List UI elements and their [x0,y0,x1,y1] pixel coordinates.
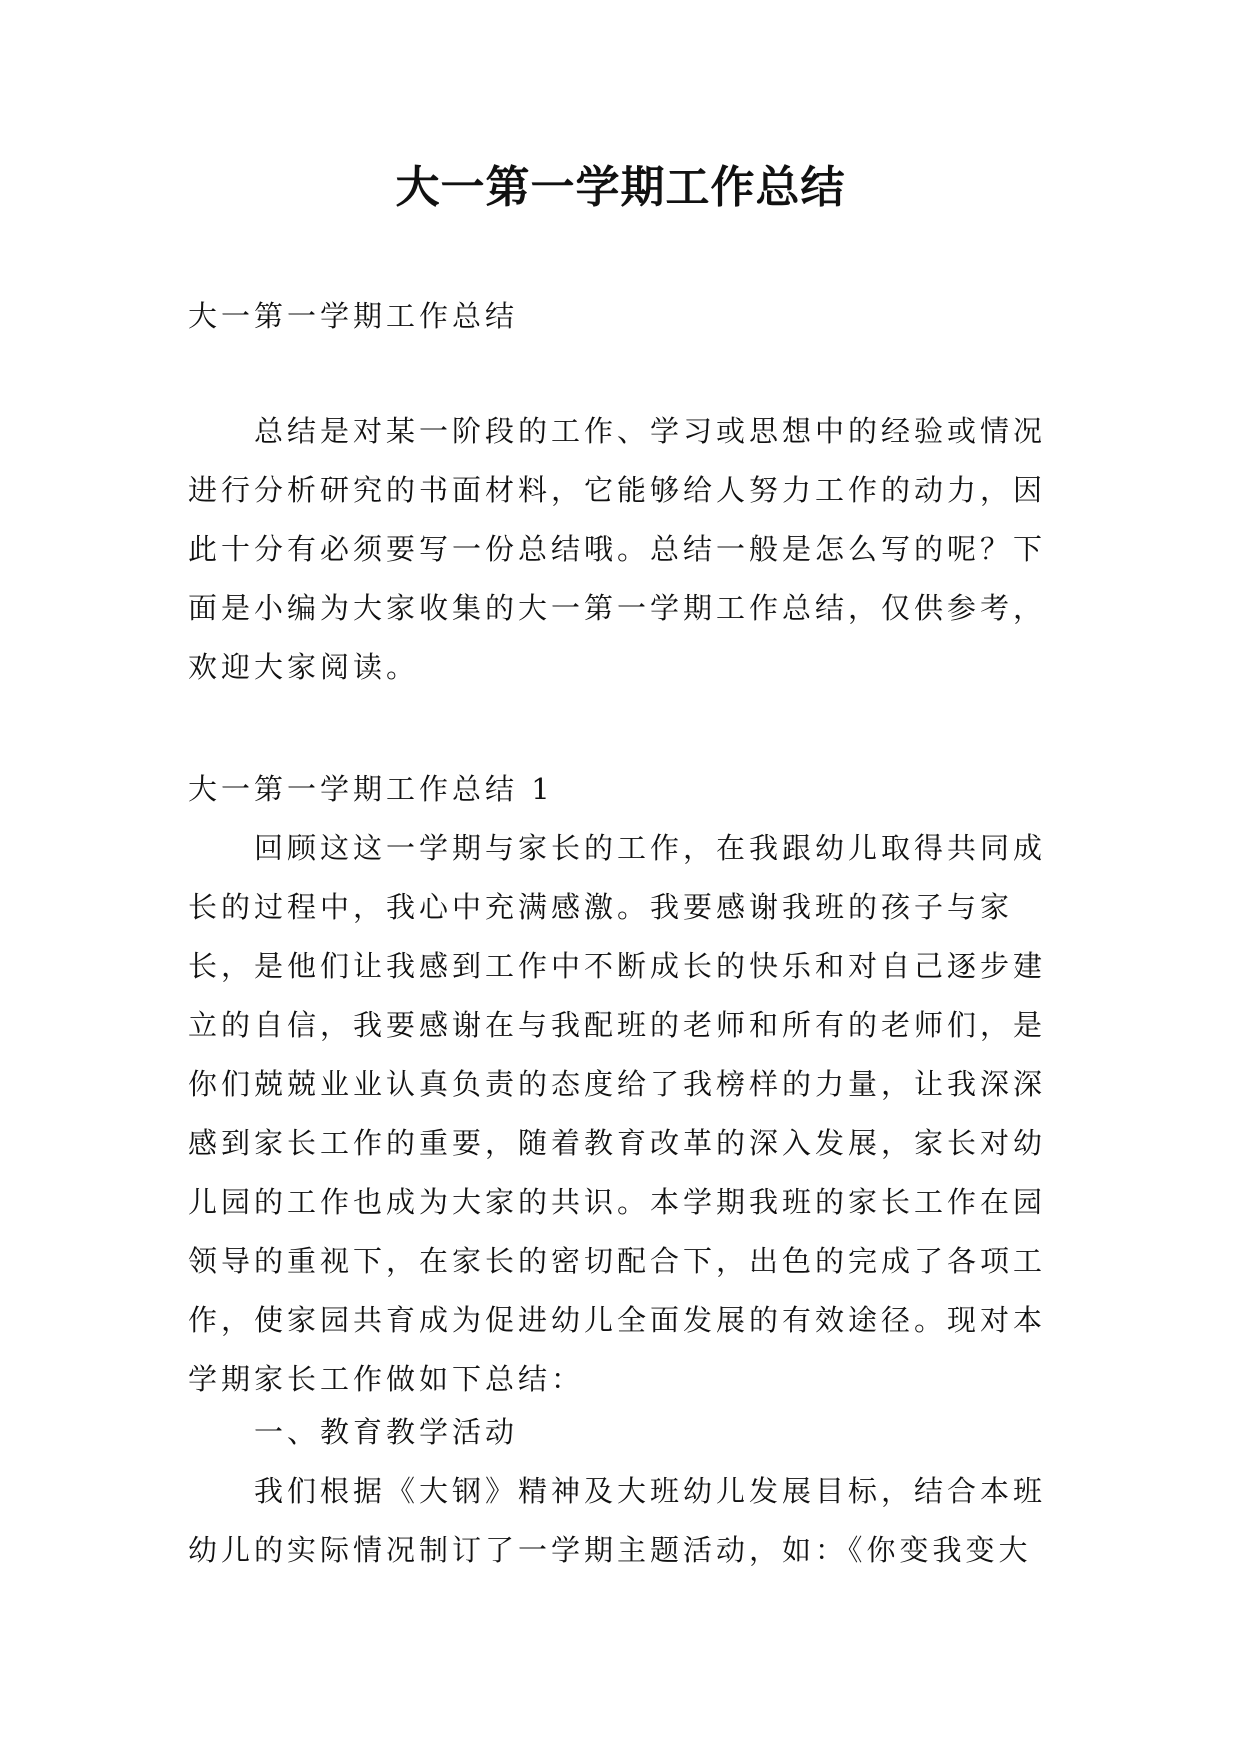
intro-paragraph: 总结是对某一阶段的工作、学习或思想中的经验或情况进行分析研究的书面材料，它能够给人努力工作的动力，因此十分有必须要写一份总结哦。总结一般是怎么写的呢？下面是小编为大家收集的大一第一学期工作总结，仅供参考，欢迎大家阅读。 [188,414,1047,684]
document-subtitle: 大一第一学期工作总结 [188,299,519,333]
section-heading: 大一第一学期工作总结 1 [188,772,554,806]
body-paragraph: 我们根据《大钢》精神及大班幼儿发展目标，结合本班幼儿的实际情况制订了一学期主题活动，如：《你变我变大 [188,1474,1047,1567]
body-paragraph: 回顾这这一学期与家长的工作，在我跟幼儿取得共同成长的过程中，我心中充满感激。我要感谢我班的孩子与家长，是他们让我感到工作中不断成长的快乐和对自己逐步建立的自信，我要感谢在与我配班的老师和所有的老师们，是你们兢兢业业认真负责的态度给了我榜样的力量，让我深深感到家长工作的重要，随着教育改革的深入发展，家长对幼儿园的工作也成为大家的共识。本学期我班的家长工作在园领导的重视下，在家长的密切配合下，出色的完成了各项工作，使家园共育成为促进幼儿全面发展的有效途径。现对本学期家长工作做如下总结： [188,831,1047,1396]
subsection-heading: 一、教育教学活动 [254,1415,519,1449]
document-title: 大一第一学期工作总结 [395,162,846,213]
